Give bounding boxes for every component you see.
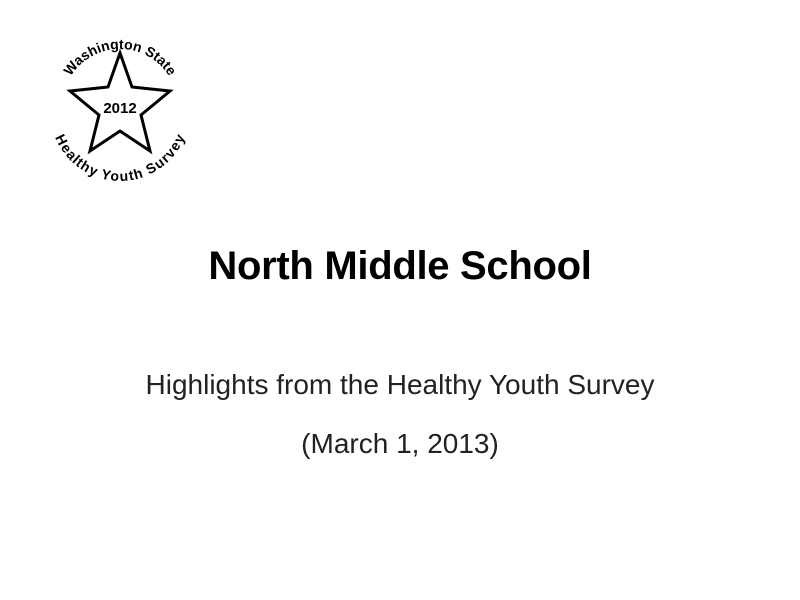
page-subtitle: Highlights from the Healthy Youth Survey — [145, 369, 655, 400]
report-date: (March 1, 2013) — [301, 428, 499, 459]
survey-logo-graphic — [40, 25, 200, 185]
logo-bottom-text: Healthy Youth Survey — [52, 131, 188, 185]
survey-logo — [40, 25, 200, 185]
logo-top-text: Washington State — [60, 35, 181, 79]
page-title: North Middle School — [208, 244, 592, 288]
logo-year: 2012 — [103, 100, 137, 117]
